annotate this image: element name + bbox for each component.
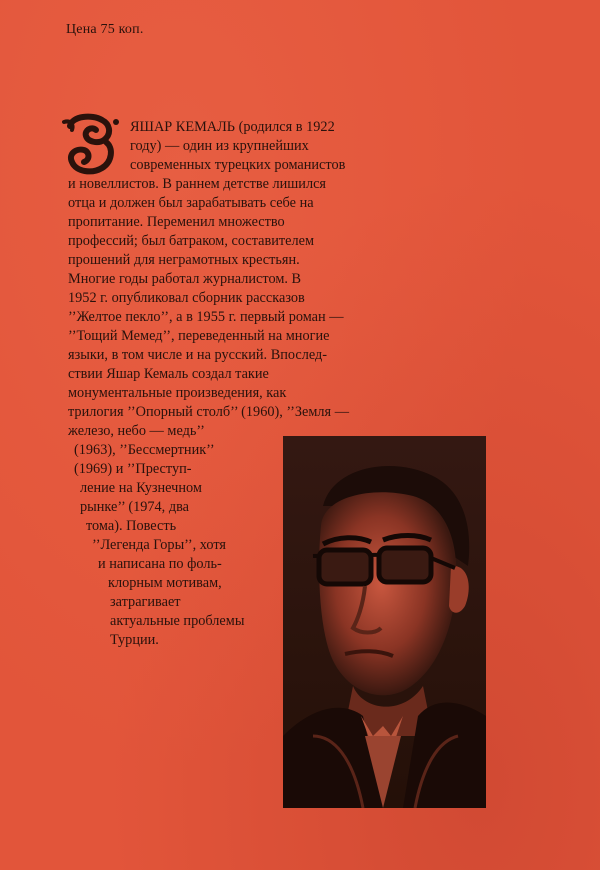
bio-line: затрагивает — [110, 594, 181, 610]
bio-line: прошений для неграмотных крестьян. — [68, 252, 300, 268]
bio-line: (1963), ’’Бессмертник’’ — [74, 442, 215, 458]
bio-line: трилогия ’’Опорный столб’’ (1960), ’’Земля — — [68, 404, 349, 420]
bio-line: железо, небо — медь’’ — [68, 423, 205, 439]
bio-line: пропитание. Переменил множество — [68, 214, 285, 230]
bio-line: (1969) и ’’Преступ- — [74, 461, 192, 477]
bio-line: ’’Легенда Горы’’, хотя — [92, 537, 226, 553]
bio-line: профессий; был батраком, составителем — [68, 233, 314, 249]
bio-line: ление на Кузнечном — [80, 480, 202, 496]
bio-line: актуальные проблемы — [110, 613, 245, 629]
bio-line: ЯШАР КЕМАЛЬ (родился в 1922 — [130, 119, 335, 135]
bio-line: Многие годы работал журналистом. В — [68, 271, 302, 287]
bio-line: 1952 г. опубликовал сборник рассказов — [68, 290, 305, 306]
bio-line: языки, в том числе и на русский. Впослед- — [68, 347, 328, 363]
bio-line: и написана по фоль- — [98, 556, 222, 572]
bio-line: и новеллистов. В раннем детстве лишился — [68, 176, 327, 192]
bio-line: рынке’’ (1974, два — [80, 499, 189, 515]
bio-line: клорным мотивам, — [108, 575, 222, 591]
bio-line: тома). Повесть — [86, 518, 177, 534]
bio-line: ’’Тощий Мемед’’, переведенный на многие — [68, 328, 330, 344]
bio-line: Турции. — [110, 632, 159, 648]
bio-line: ствии Яшар Кемаль создал такие — [68, 366, 269, 382]
author-portrait — [283, 436, 486, 808]
bio-line: отца и должен был зарабатывать себе на — [68, 195, 314, 211]
price-label: Цена 75 коп. — [66, 22, 144, 37]
bio-line: году) — один из крупнейших — [130, 138, 309, 154]
bio-line: ’’Желтое пекло’’, а в 1955 г. первый роман — — [68, 309, 344, 325]
bio-line: монументальные произведения, как — [68, 385, 287, 401]
bio-line: современных турецких романистов — [130, 157, 346, 173]
